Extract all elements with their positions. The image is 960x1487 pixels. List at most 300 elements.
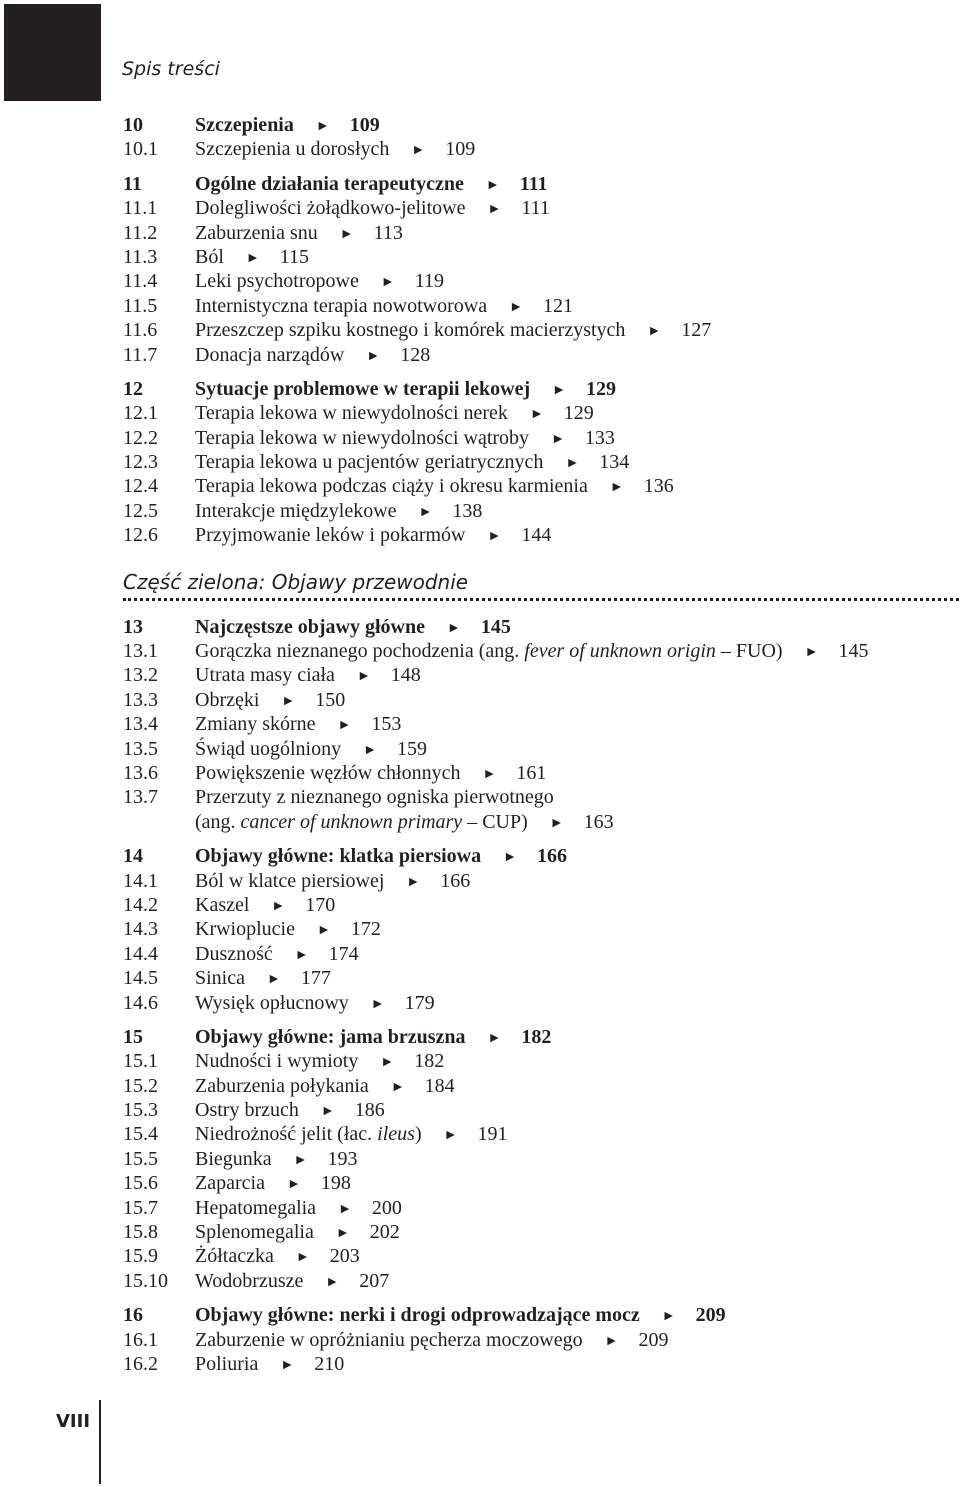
toc-number: 11.1	[123, 197, 158, 220]
toc-row	[123, 499, 953, 523]
toc-entry	[195, 917, 381, 943]
toc-entry	[195, 137, 475, 163]
arrow-icon: ►	[549, 815, 564, 831]
toc-title: Ból w klatce piersiowej	[195, 869, 385, 892]
toc-row	[123, 1147, 953, 1171]
toc-number: 12	[123, 377, 143, 400]
toc-entry	[195, 639, 868, 665]
arrow-icon: ►	[338, 1201, 352, 1217]
toc-chapter-row	[123, 615, 953, 639]
toc-number: 13.6	[123, 761, 158, 784]
toc-title: Krwioplucie	[195, 918, 295, 941]
arrow-icon: ►	[565, 456, 580, 472]
toc-number: 14.5	[123, 967, 158, 990]
toc-entry	[195, 1303, 726, 1329]
toc-page-number: 186	[354, 1099, 385, 1122]
toc-number: 15.10	[123, 1269, 168, 1292]
toc-number: 15.1	[123, 1050, 158, 1073]
toc-title: Ogólne działania terapeutyczne	[195, 172, 464, 195]
toc-page-number: 113	[373, 221, 403, 244]
toc-number: 14.1	[123, 869, 158, 892]
toc-page-number: 166	[536, 845, 567, 868]
toc-entry	[195, 942, 359, 968]
arrow-icon: ►	[320, 1104, 335, 1120]
arrow-icon: ►	[661, 1309, 676, 1325]
toc-number: 13	[123, 615, 143, 638]
toc-row	[123, 1074, 953, 1098]
toc-page-number: 166	[440, 869, 471, 892]
arrow-icon: ►	[293, 1152, 308, 1168]
arrow-icon: ►	[370, 996, 385, 1012]
toc-row	[123, 523, 953, 547]
toc-page-number: 191	[477, 1123, 508, 1146]
toc-title: Powiększenie węzłów chłonnych	[195, 761, 461, 784]
arrow-icon: ►	[363, 742, 377, 758]
arrow-icon: ►	[295, 1250, 310, 1266]
toc-entry	[195, 318, 711, 344]
toc-number: 16	[123, 1304, 143, 1327]
toc-number: 13.7	[123, 786, 158, 809]
toc-number: 14.6	[123, 991, 158, 1014]
toc-number: 13.1	[123, 640, 158, 663]
toc-page-number: 193	[327, 1147, 358, 1170]
toc-row	[123, 737, 953, 761]
toc-row	[123, 269, 953, 293]
toc-page-number: 182	[521, 1025, 552, 1048]
toc-entry	[195, 615, 511, 641]
toc-entry	[195, 1352, 344, 1378]
toc-row	[123, 663, 953, 687]
toc-title: Terapia lekowa podczas ciąży i okresu karmienia	[195, 475, 588, 498]
toc-number: 13.3	[123, 688, 158, 711]
toc-title: Hepatomegalia	[195, 1196, 317, 1219]
toc-number: 16.1	[123, 1328, 158, 1351]
toc-title: Najczęstsze objawy główne	[195, 615, 425, 638]
toc-entry	[195, 991, 435, 1017]
toc-page-number: 182	[414, 1050, 445, 1073]
arrow-icon: ►	[316, 923, 331, 939]
toc-page-number: 202	[369, 1221, 400, 1244]
toc-row	[123, 137, 953, 161]
toc-entry	[195, 1171, 351, 1197]
arrow-icon: ►	[337, 718, 352, 734]
toc-row	[123, 474, 953, 498]
toc-entry	[195, 269, 444, 295]
toc-number: 12.5	[123, 499, 158, 522]
toc-entry	[195, 1025, 551, 1051]
toc-page-number: 209	[638, 1328, 669, 1351]
corner-block	[4, 4, 101, 101]
toc-number: 14	[123, 845, 143, 868]
toc-entry	[195, 426, 615, 452]
toc-number: 12.3	[123, 451, 158, 474]
arrow-icon: ►	[380, 1055, 395, 1071]
toc-entry	[195, 196, 550, 222]
toc-entry	[195, 401, 594, 427]
arrow-icon: ►	[482, 766, 497, 782]
toc-title-segment: (ang.	[195, 810, 241, 833]
toc-page-number: 207	[359, 1269, 390, 1292]
toc-row	[123, 318, 953, 342]
arrow-icon: ►	[503, 850, 517, 866]
toc-title: Szczepienia	[195, 114, 294, 136]
toc-title: Kaszel	[195, 893, 250, 916]
toc-title: Objawy główne: klatka piersiowa	[195, 845, 482, 868]
toc-group	[123, 1025, 953, 1293]
toc-title: Donacja narządów	[195, 343, 345, 366]
toc-row	[123, 401, 953, 425]
arrow-icon: ►	[609, 480, 624, 496]
toc-number: 13.2	[123, 664, 158, 687]
toc-row	[123, 221, 953, 245]
toc-chapter-row	[123, 377, 953, 401]
toc-number: 15	[123, 1025, 143, 1048]
toc-chapter-row	[123, 844, 953, 868]
toc-row	[123, 1049, 953, 1073]
toc-title: Sinica	[195, 967, 245, 990]
toc-row	[123, 1328, 953, 1352]
toc-page-number: 109	[349, 114, 380, 136]
toc-title-segment: Niedrożność jelit (łac.	[195, 1123, 378, 1146]
toc-entry	[195, 869, 470, 895]
arrow-icon: ►	[366, 348, 381, 364]
toc-page-number: 184	[424, 1074, 455, 1097]
toc-number: 11.6	[123, 319, 158, 342]
arrow-icon: ►	[286, 1177, 301, 1193]
toc-entry	[195, 113, 380, 139]
toc-page-number: 172	[350, 918, 381, 941]
toc-number: 15.3	[123, 1099, 158, 1122]
toc-number: 15.7	[123, 1196, 158, 1219]
toc-row	[123, 869, 953, 893]
toc-number: 12.4	[123, 475, 158, 498]
toc-title: Ból	[195, 245, 224, 268]
toc-group	[123, 113, 953, 162]
toc-title-segment: fever of unknown origin	[524, 640, 716, 663]
toc-title: Żółtaczka	[195, 1245, 274, 1268]
toc-entry	[195, 712, 401, 738]
toc-title: Terapia lekowa w niewydolności nerek	[195, 402, 508, 425]
toc-number: 15.8	[123, 1221, 158, 1244]
page-header-title: Spis treści	[122, 58, 220, 80]
toc-entry	[195, 1049, 444, 1075]
toc-entry	[195, 1098, 385, 1124]
toc-page-number: 153	[371, 713, 402, 736]
toc-title: Splenomegalia	[195, 1221, 314, 1244]
toc-entry	[195, 450, 629, 476]
arrow-icon: ►	[487, 529, 502, 545]
toc-entry	[195, 523, 551, 549]
toc-title: Zaburzenia snu	[195, 221, 318, 244]
toc-group	[123, 615, 953, 835]
toc-number: 12.1	[123, 402, 158, 425]
toc-number: 15.2	[123, 1074, 158, 1097]
toc-page-number: 145	[480, 615, 511, 638]
toc-number: 15.6	[123, 1172, 158, 1195]
toc-title: Objawy główne: nerki i drogi odprowadzające mocz	[195, 1304, 640, 1327]
arrow-icon: ►	[380, 275, 395, 291]
toc-page-number: 129	[563, 402, 594, 425]
toc-title: Przerzuty z nieznanego ogniska pierwotnego	[195, 786, 554, 809]
toc-row	[123, 639, 953, 663]
toc-title: Zaburzenie w opróżnianiu pęcherza moczowego	[195, 1328, 583, 1351]
arrow-icon: ►	[390, 1079, 405, 1095]
toc-page-number: 209	[695, 1304, 726, 1327]
toc-row	[123, 245, 953, 269]
arrow-icon: ►	[552, 382, 566, 398]
toc-number: 11	[123, 172, 142, 195]
toc-entry	[195, 245, 309, 271]
toc-title: Interakcje międzylekowe	[195, 499, 397, 522]
toc-entry	[195, 761, 546, 787]
toc-title: Dolegliwości żołądkowo-jelitowe	[195, 197, 466, 220]
arrow-icon: ►	[406, 874, 421, 890]
toc-entry	[195, 294, 573, 320]
toc-entry	[195, 893, 335, 919]
toc-title-segment: Gorączka nieznanego pochodzenia (ang.	[195, 640, 525, 663]
toc-number: 14.3	[123, 918, 158, 941]
toc-title: Wodobrzusze	[195, 1269, 304, 1292]
toc-title: Terapia lekowa u pacjentów geriatrycznych	[195, 451, 544, 474]
arrow-icon: ►	[446, 620, 461, 636]
toc-title-segment: ileus	[377, 1123, 415, 1146]
toc-row	[123, 1244, 953, 1268]
toc-title: Przyjmowanie leków i pokarmów	[195, 524, 466, 547]
toc-title: Zmiany skórne	[195, 713, 316, 736]
arrow-icon: ►	[271, 898, 286, 914]
arrow-icon: ►	[551, 431, 565, 447]
toc-page-number: 115	[279, 245, 310, 268]
toc-number: 14.4	[123, 942, 158, 965]
footer-vertical-rule	[99, 1400, 101, 1484]
toc-title: Terapia lekowa w niewydolności wątroby	[195, 426, 530, 449]
toc-page-number: 150	[315, 688, 346, 711]
toc-row	[123, 785, 953, 809]
arrow-icon: ►	[335, 1226, 350, 1242]
toc-page-number: 179	[404, 991, 435, 1014]
toc-row	[123, 1269, 953, 1293]
toc-group	[123, 844, 953, 1015]
toc-number: 10	[123, 114, 143, 136]
toc-title: Ostry brzuch	[195, 1099, 299, 1122]
arrow-icon: ►	[647, 324, 662, 340]
toc-title: Świąd uogólniony	[195, 737, 342, 760]
toc-title: Wysięk opłucnowy	[195, 991, 349, 1014]
toc-row	[123, 450, 953, 474]
toc-page-number: 170	[305, 893, 336, 916]
toc-page-number: 136	[643, 475, 674, 498]
toc-page-number: 198	[320, 1172, 351, 1195]
toc-row	[123, 712, 953, 736]
toc-number: 16.2	[123, 1352, 158, 1375]
toc-entry	[195, 474, 674, 500]
toc-entry	[195, 343, 430, 369]
toc-page-number: 177	[300, 967, 331, 990]
toc-page-number: 111	[519, 172, 548, 195]
toc-row	[123, 1171, 953, 1195]
toc-row	[123, 294, 953, 318]
toc-title-segment: – FUO)	[715, 640, 783, 663]
toc-entry	[195, 966, 331, 992]
toc-page-number: 138	[452, 499, 483, 522]
toc-entry	[195, 810, 614, 836]
toc-page-number: 144	[521, 524, 552, 547]
toc-title-segment: )	[414, 1123, 422, 1146]
toc-page-number: 145	[838, 640, 869, 663]
toc-number: 13.5	[123, 737, 158, 760]
toc-entry	[195, 1196, 402, 1222]
toc-page-number: 128	[400, 343, 431, 366]
toc-row	[123, 917, 953, 941]
toc-row	[123, 761, 953, 785]
toc-row	[123, 1098, 953, 1122]
toc-title: Zaburzenia połykania	[195, 1074, 369, 1097]
toc-entry	[195, 844, 567, 870]
toc-number: 11.5	[123, 294, 158, 317]
toc-entry	[195, 172, 548, 198]
page-number: VIII	[56, 1411, 91, 1432]
arrow-icon: ►	[487, 202, 502, 218]
toc-number: 13.4	[123, 713, 158, 736]
arrow-icon: ►	[339, 226, 354, 242]
toc-chapter-row	[123, 1025, 953, 1049]
toc-page-number: 127	[681, 319, 712, 342]
arrow-icon: ►	[485, 177, 500, 193]
toc-entry	[195, 663, 421, 689]
arrow-icon: ►	[280, 1357, 295, 1373]
toc-number: 10.1	[123, 138, 158, 161]
arrow-icon: ►	[325, 1274, 340, 1290]
toc-number: 14.2	[123, 893, 158, 916]
toc-page-number: 133	[584, 426, 615, 449]
toc-chapter-row	[123, 172, 953, 196]
toc-row	[123, 991, 953, 1015]
arrow-icon: ►	[509, 299, 523, 315]
table-of-contents	[123, 113, 953, 1386]
toc-title: Poliuria	[195, 1352, 259, 1375]
toc-title: Objawy główne: jama brzuszna	[195, 1025, 466, 1048]
toc-chapter-row	[123, 1303, 953, 1327]
arrow-icon: ►	[411, 143, 426, 159]
toc-row	[123, 1352, 953, 1376]
toc-title: Utrata masy ciała	[195, 664, 335, 687]
arrow-icon: ►	[418, 504, 433, 520]
toc-row	[123, 688, 953, 712]
toc-page-number: 121	[542, 294, 573, 317]
toc-title: Obrzęki	[195, 688, 260, 711]
arrow-icon: ►	[245, 250, 260, 266]
toc-row	[123, 942, 953, 966]
arrow-icon: ►	[529, 407, 544, 423]
toc-row	[123, 1122, 953, 1146]
arrow-icon: ►	[443, 1128, 458, 1144]
toc-row	[123, 810, 953, 834]
toc-entry	[195, 499, 482, 525]
dotted-divider	[123, 598, 959, 601]
toc-part-before	[123, 113, 953, 548]
toc-entry	[195, 1122, 507, 1148]
arrow-icon: ►	[267, 972, 281, 988]
toc-number: 12.2	[123, 426, 158, 449]
toc-page-number: 134	[599, 451, 630, 474]
toc-row	[123, 1196, 953, 1220]
arrow-icon: ►	[604, 1333, 619, 1349]
toc-entry	[195, 1147, 358, 1173]
toc-number: 11.2	[123, 221, 158, 244]
toc-group	[123, 172, 953, 367]
arrow-icon: ►	[294, 947, 309, 963]
toc-entry	[195, 377, 616, 403]
toc-page-number: 111	[521, 197, 550, 220]
toc-entry	[195, 737, 427, 763]
toc-entry	[195, 1269, 389, 1295]
toc-number: 11.7	[123, 343, 158, 366]
toc-part-after	[123, 615, 953, 1377]
toc-entry	[195, 688, 345, 714]
toc-title-segment: cancer of unknown primary	[240, 810, 463, 833]
toc-page-number: 109	[445, 138, 476, 161]
arrow-icon: ►	[487, 1030, 502, 1046]
toc-group	[123, 377, 953, 548]
toc-entry	[195, 785, 554, 809]
toc-title: Przeszczep szpiku kostnego i komórek macierzystych	[195, 319, 626, 342]
toc-chapter-row	[123, 113, 953, 137]
toc-row	[123, 1220, 953, 1244]
toc-number: 11.4	[123, 270, 158, 293]
toc-row	[123, 426, 953, 450]
toc-entry	[195, 1220, 400, 1246]
toc-title: Szczepienia u dorosłych	[195, 138, 390, 161]
toc-row	[123, 893, 953, 917]
arrow-icon: ►	[804, 645, 819, 661]
arrow-icon: ►	[356, 669, 371, 685]
toc-entry	[195, 1074, 455, 1100]
toc-page-number: 200	[371, 1196, 402, 1219]
toc-row	[123, 196, 953, 220]
arrow-icon: ►	[281, 693, 296, 709]
toc-entry	[195, 1244, 360, 1270]
toc-number: 15.5	[123, 1147, 158, 1170]
toc-title: Nudności i wymioty	[195, 1050, 359, 1073]
toc-title: Duszność	[195, 942, 273, 965]
toc-page-number: 148	[390, 664, 421, 687]
toc-number: 15.4	[123, 1123, 158, 1146]
toc-row	[123, 966, 953, 990]
toc-page-number: 163	[583, 810, 614, 833]
toc-page-number: 159	[396, 737, 427, 760]
toc-page-number: 119	[414, 270, 444, 293]
toc-page-number: 174	[328, 942, 359, 965]
toc-number: 12.6	[123, 524, 158, 547]
toc-number: 11.3	[123, 245, 158, 268]
toc-entry	[195, 221, 403, 247]
toc-title: Internistyczna terapia nowotworowa	[195, 294, 488, 317]
toc-page-number: 203	[329, 1245, 360, 1268]
section-heading: Część zielona: Objawy przewodnie	[123, 569, 469, 594]
toc-page-number: 161	[516, 761, 547, 784]
arrow-icon: ►	[315, 119, 330, 134]
toc-page-number: 210	[314, 1352, 345, 1375]
toc-page-number: 129	[586, 377, 616, 400]
toc-group	[123, 1303, 953, 1376]
toc-number: 15.9	[123, 1245, 158, 1268]
toc-row	[123, 343, 953, 367]
toc-title: Leki psychotropowe	[195, 270, 359, 293]
toc-title: Biegunka	[195, 1147, 272, 1170]
toc-title: Sytuacje problemowe w terapii lekowej	[195, 377, 531, 400]
toc-title-segment: – CUP)	[462, 810, 528, 833]
toc-title: Zaparcia	[195, 1172, 265, 1195]
